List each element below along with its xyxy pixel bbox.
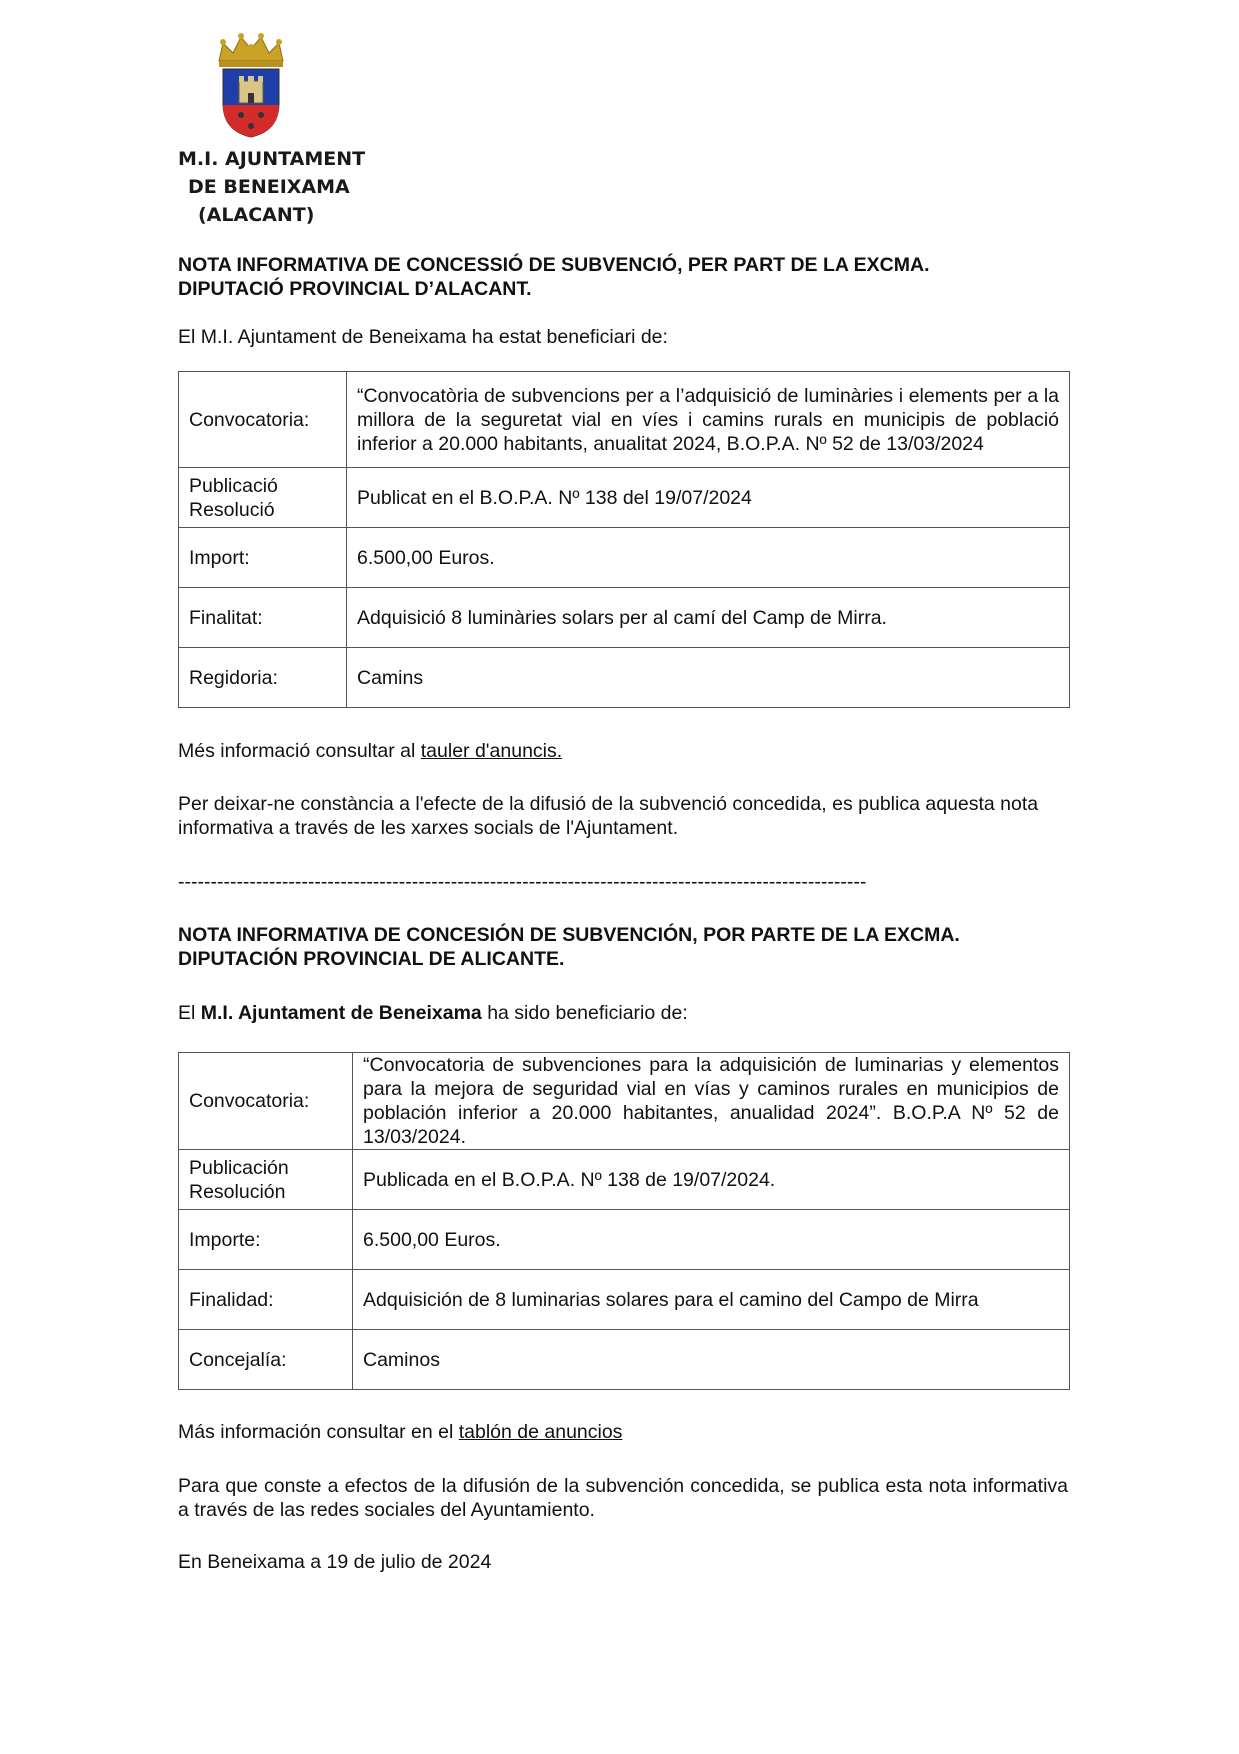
- row-label: [179, 468, 347, 528]
- table-row: [179, 648, 1070, 708]
- row-value: “Convocatòria de subvencions per a l’adquisició de luminàries i elements per a la millora de la seguretat vial en víes i camins rurals en municipis de població inferior a 20.000 habitants, anualitat 2024, B.O.P.A. Nº 52 de 13/03/2024: [347, 372, 1070, 468]
- table-row: [179, 1270, 1070, 1330]
- row-label-line-2: Resolución: [189, 1180, 286, 1203]
- es-title-line-2: DIPUTACIÓN PROVINCIAL DE ALICANTE.: [178, 948, 565, 970]
- org-line-1: M.I. AJUNTAMENT: [178, 148, 366, 170]
- table-row: [179, 468, 1070, 528]
- table-row: [179, 1330, 1070, 1390]
- es-title: [178, 923, 1068, 971]
- section-separator: ----------------------------------------------------------------------------------------------------------: [178, 871, 867, 893]
- val-closing: Per deixar-ne constància a l'efecte de la difusió de la subvenció concedida, es publica aquesta nota informativa a través de les xarxes socials de l'Ajuntament.: [178, 793, 1039, 839]
- org-line-2: DE BENEIXAMA: [188, 176, 350, 198]
- row-label: Finalidad:: [179, 1270, 353, 1330]
- row-value: Caminos: [353, 1330, 1070, 1390]
- row-label-line-1: Publicació: [189, 474, 278, 497]
- es-title-line-1: NOTA INFORMATIVA DE CONCESIÓN DE SUBVENCIÓN, POR PARTE DE LA EXCMA.: [178, 924, 960, 946]
- table-row: [179, 372, 1070, 468]
- es-date: En Beneixama a 19 de julio de 2024: [178, 1551, 492, 1573]
- row-label-line-2: Resolució: [189, 498, 275, 521]
- es-more-prefix: Más información consultar en el: [178, 1421, 459, 1443]
- row-label: Convocatoria:: [179, 372, 347, 468]
- val-info-table: [178, 371, 1070, 708]
- row-label: Finalitat:: [179, 588, 347, 648]
- coat-of-arms-icon: [211, 31, 291, 141]
- row-label-line-1: Publicación: [189, 1156, 289, 1179]
- row-value: 6.500,00 Euros.: [347, 528, 1070, 588]
- es-notice-board-link[interactable]: tablón de anuncios: [458, 1421, 623, 1443]
- org-line-3: (ALACANT): [198, 204, 315, 226]
- row-label: Regidoria:: [179, 648, 347, 708]
- row-value: Publicat en el B.O.P.A. Nº 138 del 19/07/2024: [347, 468, 1070, 528]
- table-row: [179, 588, 1070, 648]
- es-intro-prefix: El: [178, 1002, 201, 1024]
- row-value: Adquisición de 8 luminarias solares para el camino del Campo de Mirra: [353, 1270, 1070, 1330]
- organization-name: [178, 145, 365, 229]
- row-value: 6.500,00 Euros.: [353, 1210, 1070, 1270]
- es-intro-bold: M.I. Ajuntament de Beneixama: [200, 1002, 482, 1024]
- val-title-line-1: NOTA INFORMATIVA DE CONCESSIÓ DE SUBVENCIÓ, PER PART DE LA EXCMA.: [178, 254, 930, 276]
- table-row: [179, 1210, 1070, 1270]
- table-row: [179, 1150, 1070, 1210]
- es-closing: Para que conste a efectos de la difusión de la subvención concedida, se publica esta nota informativa a través de las redes sociales del Ayuntamiento.: [178, 1475, 1068, 1521]
- es-intro: [178, 1001, 1068, 1025]
- row-label: Convocatoria:: [179, 1053, 353, 1150]
- val-title-line-2: DIPUTACIÓ PROVINCIAL D’ALACANT.: [178, 278, 532, 300]
- es-intro-suffix: ha sido beneficiario de:: [481, 1002, 688, 1024]
- row-value: Publicada en el B.O.P.A. Nº 138 de 19/07/2024.: [353, 1150, 1070, 1210]
- table-row: [179, 528, 1070, 588]
- row-label: Import:: [179, 528, 347, 588]
- val-notice-board-link[interactable]: tauler d'anuncis.: [420, 740, 563, 762]
- row-label: Importe:: [179, 1210, 353, 1270]
- val-more-info: [178, 739, 1068, 763]
- val-more-prefix: Més informació consultar al: [178, 740, 421, 762]
- es-more-info: [178, 1420, 1068, 1444]
- row-value: Camins: [347, 648, 1070, 708]
- es-info-table: [178, 1052, 1070, 1390]
- val-title: [178, 253, 1068, 301]
- row-label: Concejalía:: [179, 1330, 353, 1390]
- row-value: “Convocatoria de subvenciones para la adquisición de luminarias y elementos para la mejora de seguridad vial en vías y caminos rurales en municipios de población inferior a 20.000 habitantes, anualidad 2024”. B.O.P.A Nº 52 de 13/03/2024.: [353, 1053, 1070, 1150]
- row-value: Adquisició 8 luminàries solars per al camí del Camp de Mirra.: [347, 588, 1070, 648]
- row-label: [179, 1150, 353, 1210]
- val-intro: El M.I. Ajuntament de Beneixama ha estat beneficiari de:: [178, 326, 668, 348]
- table-row: [179, 1053, 1070, 1150]
